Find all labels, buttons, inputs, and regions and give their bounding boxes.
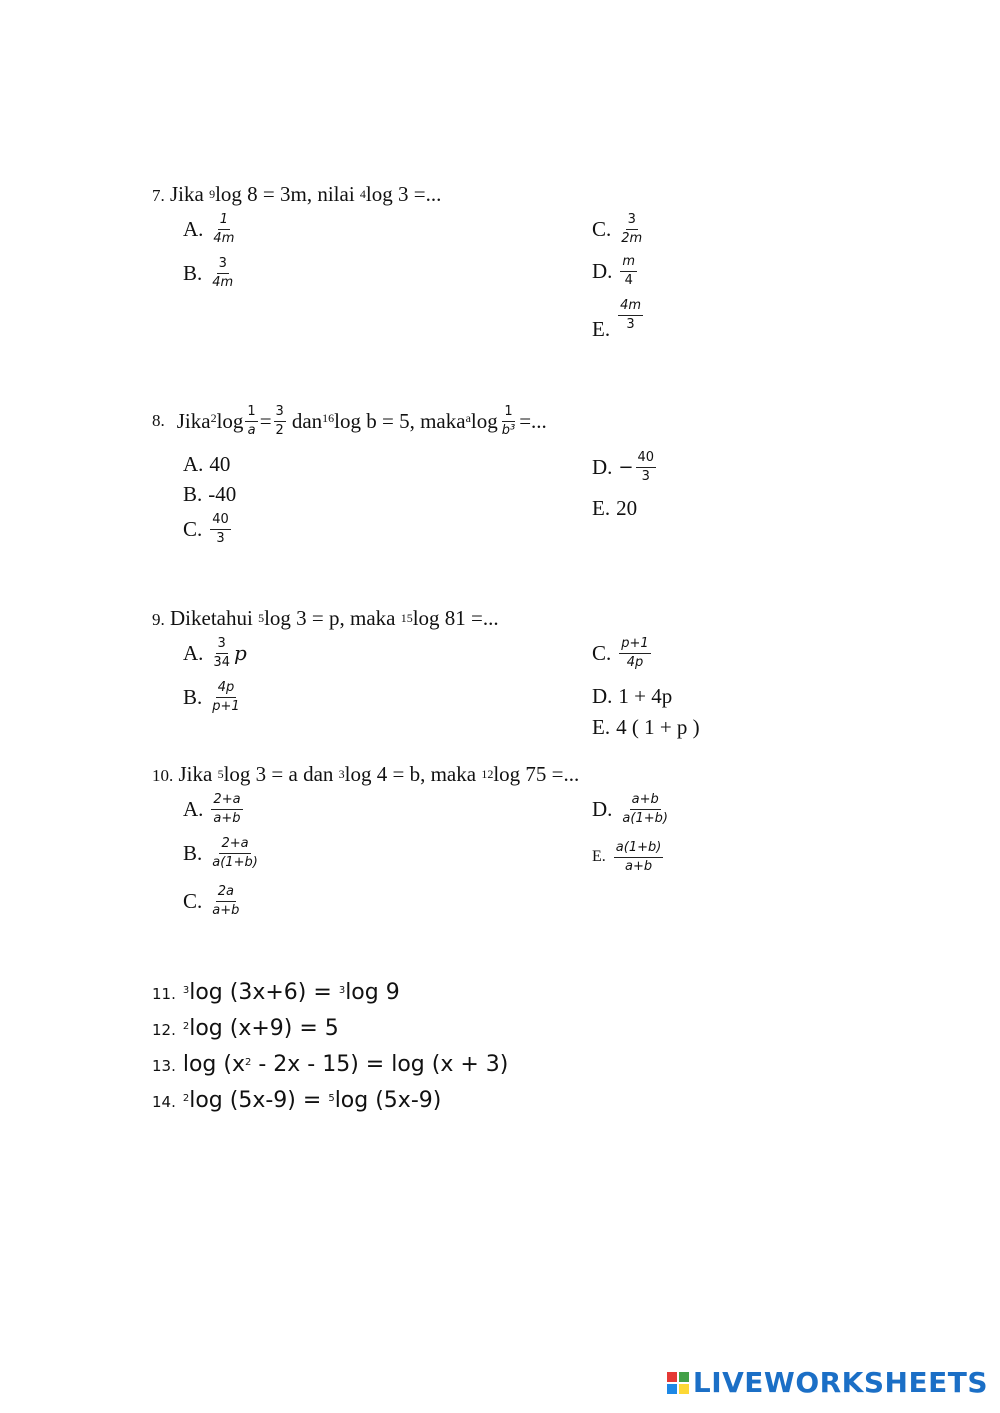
option-e[interactable]: E. 20	[592, 496, 638, 520]
option-e[interactable]: E. 4 ( 1 + p )	[592, 715, 700, 739]
question-text: $\log (x^2 - 2x - 15) = \log (x + 3)$	[182, 1052, 509, 1077]
question-10	[152, 762, 579, 787]
question-8: 8. Jika $^2$ log $\frac{1}{a}$ = $\frac{3}{2}$ dan $^{16}$ log b = 5, maka $^a$ log $\frac{1}{\text{b³}}$ =...	[152, 404, 547, 438]
option-a[interactable]: A. $\frac{3}{34}$ p	[183, 636, 247, 670]
question-number: 12.	[152, 1021, 176, 1039]
option-b[interactable]: B. $\frac{3}{4m}$	[183, 256, 234, 290]
question-9	[152, 606, 499, 631]
option-c[interactable]: C. $\frac{3}{2m}$	[592, 212, 643, 246]
question-14	[152, 1088, 441, 1113]
option-c[interactable]: C. $\frac{2a}{a+b}$	[183, 884, 240, 918]
option-a[interactable]: A. $\frac{2+a}{a+b}$	[183, 792, 241, 826]
option-d[interactable]: D. $\frac{m}{4}$	[592, 254, 636, 288]
option-e[interactable]: E. $\frac{4m}{3}$	[592, 298, 642, 341]
logo-text: LIVEWORKSHEETS	[692, 1366, 988, 1399]
question-number: 13.	[152, 1057, 176, 1075]
logo-grid-icon	[667, 1372, 689, 1394]
question-12	[152, 1016, 339, 1041]
option-e[interactable]: E. $\frac{a(1+b)}{a+b}$	[592, 840, 662, 874]
question-text: $^3$log (3x+6) = $^3$log 9	[182, 980, 400, 1005]
option-b[interactable]: B. $\frac{2+a}{a(1+b)}$	[183, 836, 258, 870]
option-d[interactable]: D. 1 + 4p	[592, 684, 673, 708]
question-number: 9.	[152, 610, 165, 629]
question-number: 11.	[152, 985, 176, 1003]
question-13	[152, 1052, 508, 1077]
question-text: Jika $^5$log 3 = a dan $^3$log 4 = b, maka $^{12}$log 75 =...	[178, 762, 580, 786]
question-number: 10.	[152, 766, 174, 785]
question-number: 8.	[152, 411, 165, 431]
option-c[interactable]: C. $\frac{p+1}{4p}$	[592, 636, 649, 670]
question-text: Jika $^9$log 8 = 3m, nilai $^4$log 3 =...	[170, 182, 442, 206]
option-a[interactable]: A. $\frac{1}{4m}$	[183, 212, 235, 246]
option-a[interactable]: A. 40	[183, 452, 231, 476]
question-11	[152, 980, 400, 1005]
liveworksheets-logo	[667, 1366, 988, 1399]
option-d[interactable]: D. $\frac{a+b}{a(1+b)}$	[592, 792, 668, 826]
question-7	[152, 182, 441, 207]
option-b[interactable]: B. $\frac{4p}{p+1}$	[183, 680, 240, 714]
question-text: $^2$log (5x-9) = $^5$log (5x-9)	[182, 1088, 442, 1113]
question-number: 7.	[152, 186, 165, 205]
question-text: $^2$log (x+9) = 5	[182, 1016, 339, 1041]
question-text: Diketahui $^5$log 3 = p, maka $^{15}$log 81 =...	[170, 606, 499, 630]
option-d[interactable]: D. − $\frac{40}{3}$	[592, 450, 655, 484]
option-c[interactable]: C. $\frac{40}{3}$	[183, 512, 229, 546]
question-number: 14.	[152, 1093, 176, 1111]
option-b[interactable]: B. -40	[183, 482, 237, 506]
